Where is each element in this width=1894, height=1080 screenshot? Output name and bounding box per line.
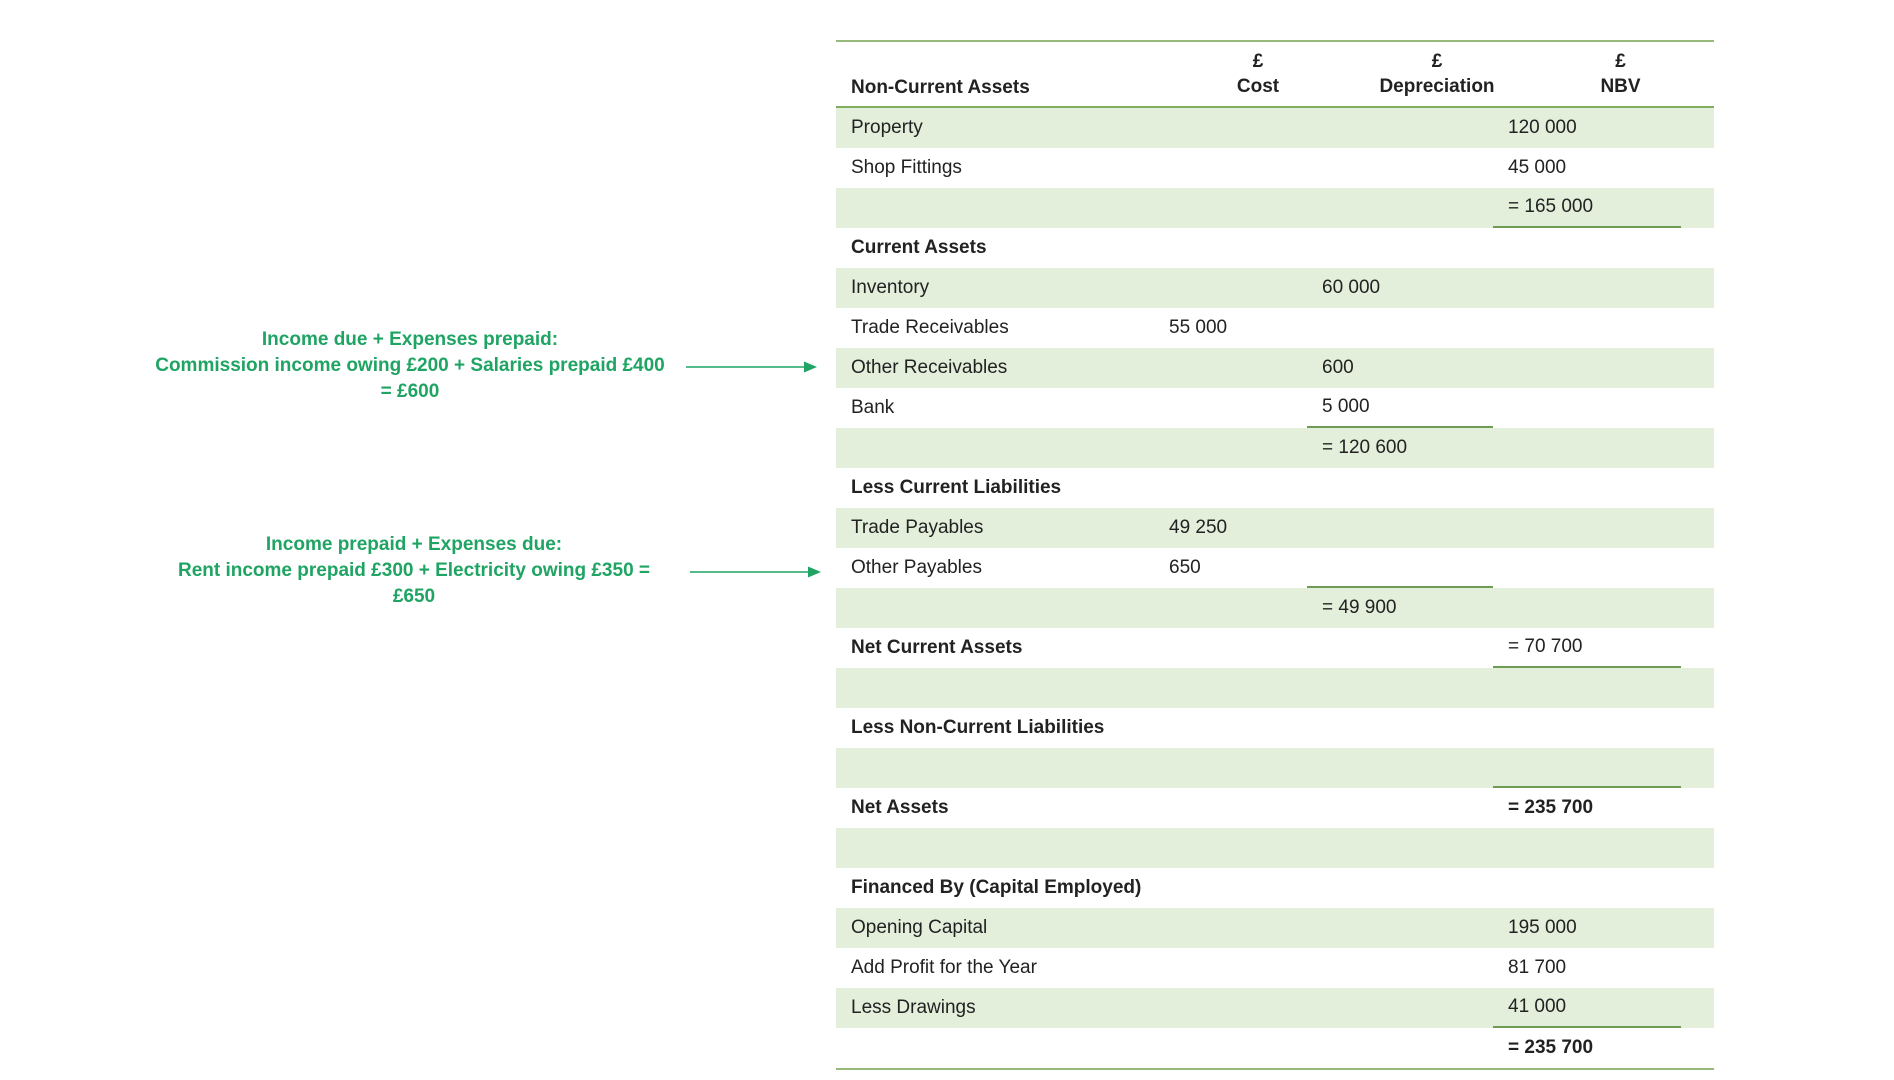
column-label: Depreciation: [1379, 76, 1495, 97]
note-receivables-line2: Commission income owing £200 + Salaries prepaid £400: [155, 355, 665, 376]
table-row-inventory: [836, 268, 1714, 308]
nbv-cell: 120 000: [1508, 117, 1577, 138]
cost-cell: 55 000: [1169, 317, 1228, 338]
row-label: Opening Capital: [851, 917, 988, 938]
table-row-spacer: [836, 668, 1714, 708]
table-row-net-assets: [836, 788, 1714, 828]
note-receivables-line1: Income due + Expenses prepaid:: [261, 329, 559, 350]
row-label: Add Profit for the Year: [851, 957, 1037, 978]
note-receivables-line3: = £600: [380, 381, 440, 402]
table-row-financed-by-heading: [836, 868, 1714, 908]
row-label: Other Payables: [851, 557, 982, 578]
depreciation-cell: [1307, 108, 1493, 148]
note-payables-line3: £650: [392, 586, 436, 607]
depreciation-total-cell: = 120 600: [1322, 437, 1408, 458]
table-row-add-profit: [836, 948, 1714, 988]
table-row-current-liabilities-total: [836, 588, 1714, 628]
table-row-less-drawings: [836, 988, 1714, 1028]
section-heading: Less Non-Current Liabilities: [851, 717, 1105, 738]
row-label: Net Assets: [851, 797, 949, 818]
table-row-opening-capital: [836, 908, 1714, 948]
currency-symbol: £: [1615, 51, 1626, 72]
nbv-cell: 45 000: [1508, 157, 1567, 178]
nbv-cell: 81 700: [1508, 957, 1567, 978]
arrow-right-icon: [686, 360, 818, 374]
row-label: Trade Payables: [851, 517, 984, 538]
cost-cell: 650: [1169, 557, 1201, 578]
depreciation-cell: 600: [1322, 357, 1354, 378]
table-row-spacer: [836, 828, 1714, 868]
currency-symbol: £: [1252, 51, 1264, 72]
table-row-trade-payables: [836, 508, 1714, 548]
table-row-current-liabilities-heading: [836, 468, 1714, 508]
nbv-total-cell: = 235 700: [1508, 1037, 1594, 1058]
row-label: Trade Receivables: [851, 317, 1009, 338]
table-header: [836, 42, 1714, 108]
depreciation-total-cell: = 49 900: [1322, 597, 1397, 618]
nbv-cell: = 70 700: [1493, 628, 1681, 668]
column-label: Cost: [1236, 76, 1280, 97]
note-payables-line1: Income prepaid + Expenses due:: [265, 534, 563, 555]
section-heading: Less Current Liabilities: [851, 477, 1062, 498]
table-row-capital-total: [836, 1028, 1714, 1068]
table-row-non-current-liabilities-heading: [836, 708, 1714, 748]
column-label: NBV: [1600, 76, 1641, 97]
table-row-shop-fittings: [836, 148, 1714, 188]
balance-sheet: [836, 40, 1714, 1070]
table-row-trade-receivables: [836, 308, 1714, 348]
section-heading: Financed By (Capital Employed): [851, 877, 1142, 898]
section-heading: Current Assets: [851, 237, 987, 258]
table-row-spacer: [836, 748, 1714, 788]
row-label: Shop Fittings: [851, 157, 962, 178]
depreciation-cell: 60 000: [1322, 277, 1381, 298]
nbv-cell: 41 000: [1493, 988, 1681, 1028]
depreciation-cell: 5 000: [1307, 388, 1493, 428]
cost-cell: [1169, 108, 1307, 148]
column-header-cost: [1169, 42, 1347, 106]
currency-symbol: £: [1431, 51, 1443, 72]
note-payables-line2: Rent income prepaid £300 + Electricity owing £350 =: [177, 560, 651, 581]
cost-cell: 49 250: [1169, 517, 1228, 538]
row-label: Less Drawings: [851, 997, 976, 1018]
depreciation-cell: [1307, 148, 1493, 188]
bottom-rule: [836, 1068, 1714, 1070]
section-title-non-current-assets: Non-Current Assets: [851, 77, 1030, 98]
nbv-total-cell: = 235 700: [1508, 797, 1594, 818]
table-row-other-receivables: [836, 348, 1714, 388]
row-label: Bank: [851, 397, 895, 418]
note-other-receivables: [140, 327, 680, 405]
table-row-current-assets-total: [836, 428, 1714, 468]
row-label: Inventory: [851, 277, 930, 298]
nbv-cell: 195 000: [1508, 917, 1577, 938]
table-row-other-payables: [836, 548, 1714, 588]
table-row-bank: [836, 388, 1714, 428]
cost-cell: [1169, 148, 1307, 188]
arrow-right-icon: [690, 565, 822, 579]
column-header-depreciation: [1347, 42, 1527, 106]
row-label: Net Current Assets: [851, 637, 1023, 658]
nbv-total-cell: = 165 000: [1493, 188, 1681, 228]
column-header-nbv: [1527, 42, 1714, 106]
table-row-current-assets-heading: [836, 228, 1714, 268]
table-row-net-current-assets: [836, 628, 1714, 668]
row-label: Other Receivables: [851, 357, 1008, 378]
table-row-property: [836, 108, 1714, 148]
row-label: Property: [851, 117, 923, 138]
table-row-non-current-assets-total: [836, 188, 1714, 228]
note-other-payables: [144, 532, 684, 610]
